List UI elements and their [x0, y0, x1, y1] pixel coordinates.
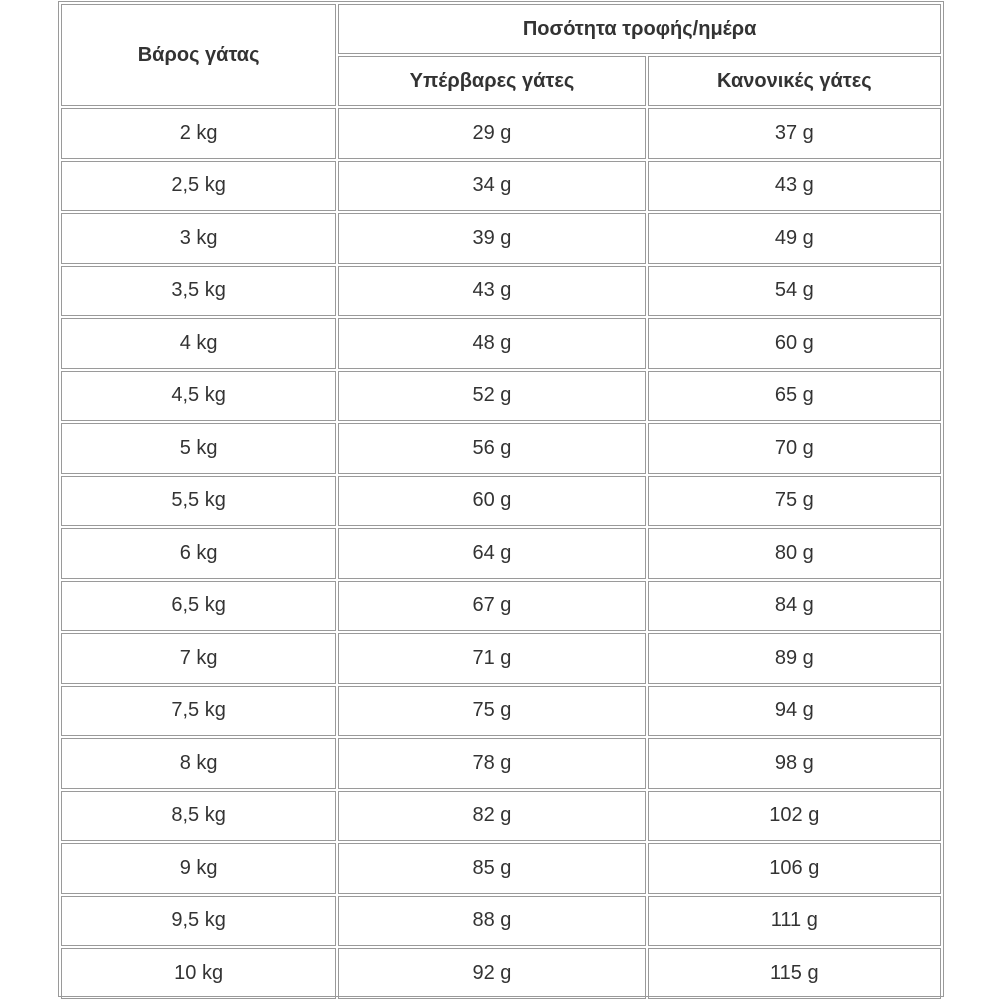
table-body [61, 108, 941, 999]
overweight-amount-cell: 60 g [338, 476, 645, 527]
normal-cats-header: Κανονικές γάτες [648, 56, 941, 106]
normal-amount-cell: 65 g [648, 371, 941, 422]
table-row [61, 476, 941, 527]
overweight-amount-cell: 82 g [338, 791, 645, 842]
weight-cell: 5,5 kg [61, 476, 336, 527]
weight-cell: 2,5 kg [61, 161, 336, 212]
overweight-amount-cell: 52 g [338, 371, 645, 422]
normal-amount-cell: 111 g [648, 896, 941, 947]
overweight-amount-cell: 64 g [338, 528, 645, 579]
table-row [61, 791, 941, 842]
normal-amount-cell: 37 g [648, 108, 941, 159]
overweight-amount-cell: 67 g [338, 581, 645, 632]
normal-amount-cell: 102 g [648, 791, 941, 842]
overweight-amount-cell: 48 g [338, 318, 645, 369]
overweight-amount-cell: 92 g [338, 948, 645, 999]
table-row [61, 108, 941, 159]
weight-cell: 10 kg [61, 948, 336, 999]
normal-amount-cell: 106 g [648, 843, 941, 894]
weight-cell: 9 kg [61, 843, 336, 894]
weight-cell: 3 kg [61, 213, 336, 264]
table-row [61, 686, 941, 737]
overweight-amount-cell: 39 g [338, 213, 645, 264]
overweight-amount-cell: 29 g [338, 108, 645, 159]
table-row [61, 371, 941, 422]
overweight-cats-header: Υπέρβαρες γάτες [338, 56, 645, 106]
weight-cell: 8,5 kg [61, 791, 336, 842]
weight-cell: 6 kg [61, 528, 336, 579]
table-row [61, 581, 941, 632]
weight-cell: 4,5 kg [61, 371, 336, 422]
normal-amount-cell: 70 g [648, 423, 941, 474]
weight-cell: 3,5 kg [61, 266, 336, 317]
weight-cell: 5 kg [61, 423, 336, 474]
normal-amount-cell: 49 g [648, 213, 941, 264]
normal-amount-cell: 98 g [648, 738, 941, 789]
overweight-amount-cell: 34 g [338, 161, 645, 212]
overweight-amount-cell: 88 g [338, 896, 645, 947]
table-row [61, 318, 941, 369]
normal-amount-cell: 60 g [648, 318, 941, 369]
feeding-table [59, 2, 943, 1001]
normal-amount-cell: 75 g [648, 476, 941, 527]
table-row [61, 213, 941, 264]
food-amount-header: Ποσότητα τροφής/ημέρα [338, 4, 941, 54]
normal-amount-cell: 54 g [648, 266, 941, 317]
feeding-table-container [58, 1, 944, 997]
overweight-amount-cell: 43 g [338, 266, 645, 317]
normal-amount-cell: 89 g [648, 633, 941, 684]
table-row [61, 423, 941, 474]
overweight-amount-cell: 78 g [338, 738, 645, 789]
weight-cell: 8 kg [61, 738, 336, 789]
normal-amount-cell: 94 g [648, 686, 941, 737]
weight-cell: 4 kg [61, 318, 336, 369]
normal-amount-cell: 84 g [648, 581, 941, 632]
table-row [61, 266, 941, 317]
weight-cell: 7,5 kg [61, 686, 336, 737]
weight-cell: 9,5 kg [61, 896, 336, 947]
table-row [61, 896, 941, 947]
overweight-amount-cell: 71 g [338, 633, 645, 684]
table-row [61, 161, 941, 212]
normal-amount-cell: 43 g [648, 161, 941, 212]
weight-cell: 2 kg [61, 108, 336, 159]
table-row [61, 948, 941, 999]
overweight-amount-cell: 85 g [338, 843, 645, 894]
table-row [61, 528, 941, 579]
weight-cell: 6,5 kg [61, 581, 336, 632]
cat-weight-header: Βάρος γάτας [61, 4, 336, 106]
table-header-row [61, 4, 941, 54]
overweight-amount-cell: 75 g [338, 686, 645, 737]
overweight-amount-cell: 56 g [338, 423, 645, 474]
table-row [61, 633, 941, 684]
normal-amount-cell: 115 g [648, 948, 941, 999]
weight-cell: 7 kg [61, 633, 336, 684]
normal-amount-cell: 80 g [648, 528, 941, 579]
table-row [61, 843, 941, 894]
table-row [61, 738, 941, 789]
